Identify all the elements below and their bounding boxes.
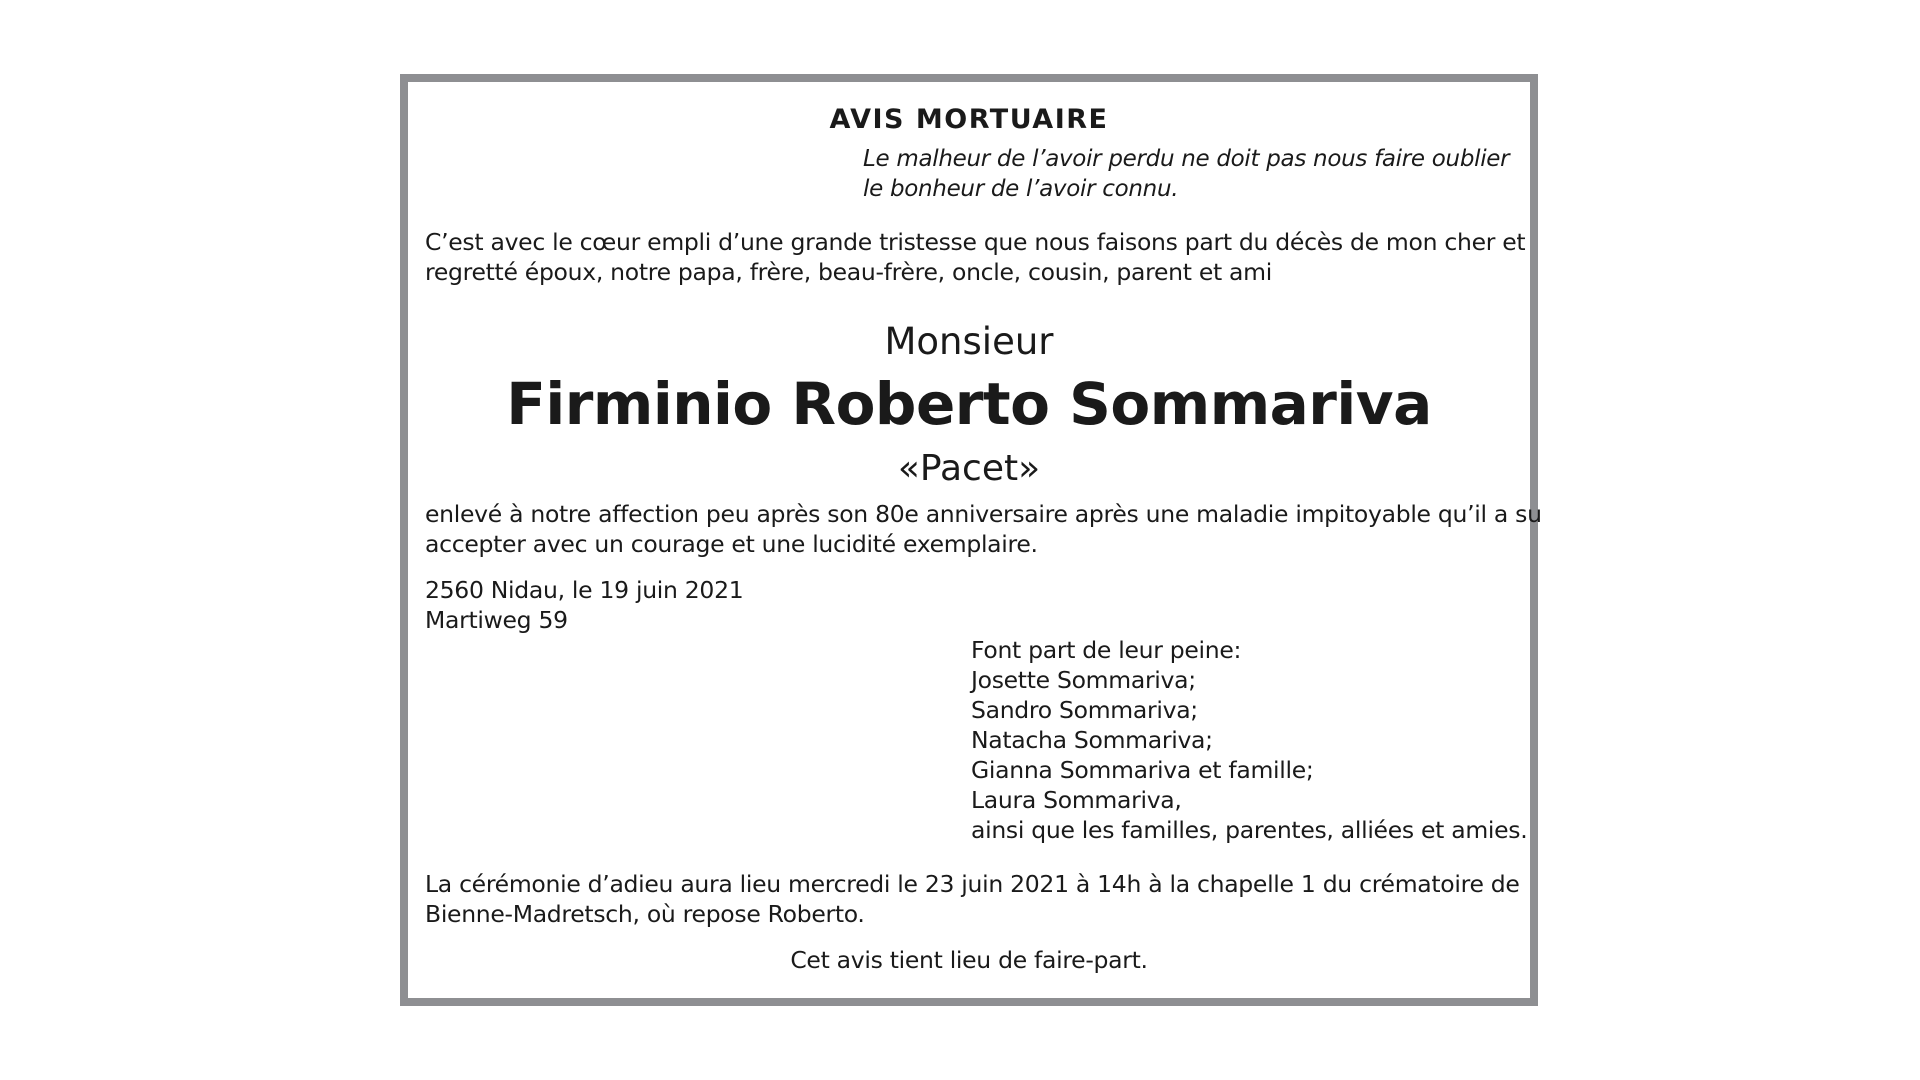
passing-line-1: enlevé à notre affection peu après son 80e anniversaire après une maladie impitoyable qu’il a su	[425, 500, 1542, 528]
deceased-name: Firminio Roberto Sommariva	[506, 370, 1432, 438]
intro-line-1: C’est avec le cœur empli d’une grande tristesse que nous faisons part du décès de mon cher et	[425, 228, 1526, 256]
place-date: 2560 Nidau, le 19 juin 2021	[425, 576, 744, 604]
mourner-item: Sandro Sommariva;	[971, 696, 1198, 724]
ceremony-line-1: La cérémonie d’adieu aura lieu mercredi le 23 juin 2021 à 14h à la chapelle 1 du crématoire de	[425, 870, 1520, 898]
death-notice-frame	[400, 74, 1542, 1006]
mourner-item: Laura Sommariva,	[971, 786, 1182, 814]
honorific: Monsieur	[884, 320, 1054, 363]
intro-line-2: regretté époux, notre papa, frère, beau-frère, oncle, cousin, parent et ami	[425, 258, 1272, 286]
passing-line-2: accepter avec un courage et une lucidité exemplaire.	[425, 530, 1038, 558]
mourners-intro: Font part de leur peine:	[971, 636, 1242, 664]
mourner-item: ainsi que les familles, parentes, alliées et amies.	[971, 816, 1528, 844]
mourner-item: Gianna Sommariva et famille;	[971, 756, 1314, 784]
epigraph-line-2: le bonheur de l’avoir connu.	[863, 176, 1179, 202]
deceased-nickname: «Pacet»	[897, 448, 1041, 489]
epigraph-line-1: Le malheur de l’avoir perdu ne doit pas nous faire oublier	[863, 146, 1510, 172]
address: Martiweg 59	[425, 606, 568, 634]
notice-heading: AVIS MORTUAIRE	[829, 104, 1109, 135]
ceremony-line-2: Bienne-Madretsch, où repose Roberto.	[425, 900, 865, 928]
mourner-item: Josette Sommariva;	[971, 666, 1196, 694]
mourner-item: Natacha Sommariva;	[971, 726, 1213, 754]
closing-note: Cet avis tient lieu de faire-part.	[790, 946, 1148, 974]
